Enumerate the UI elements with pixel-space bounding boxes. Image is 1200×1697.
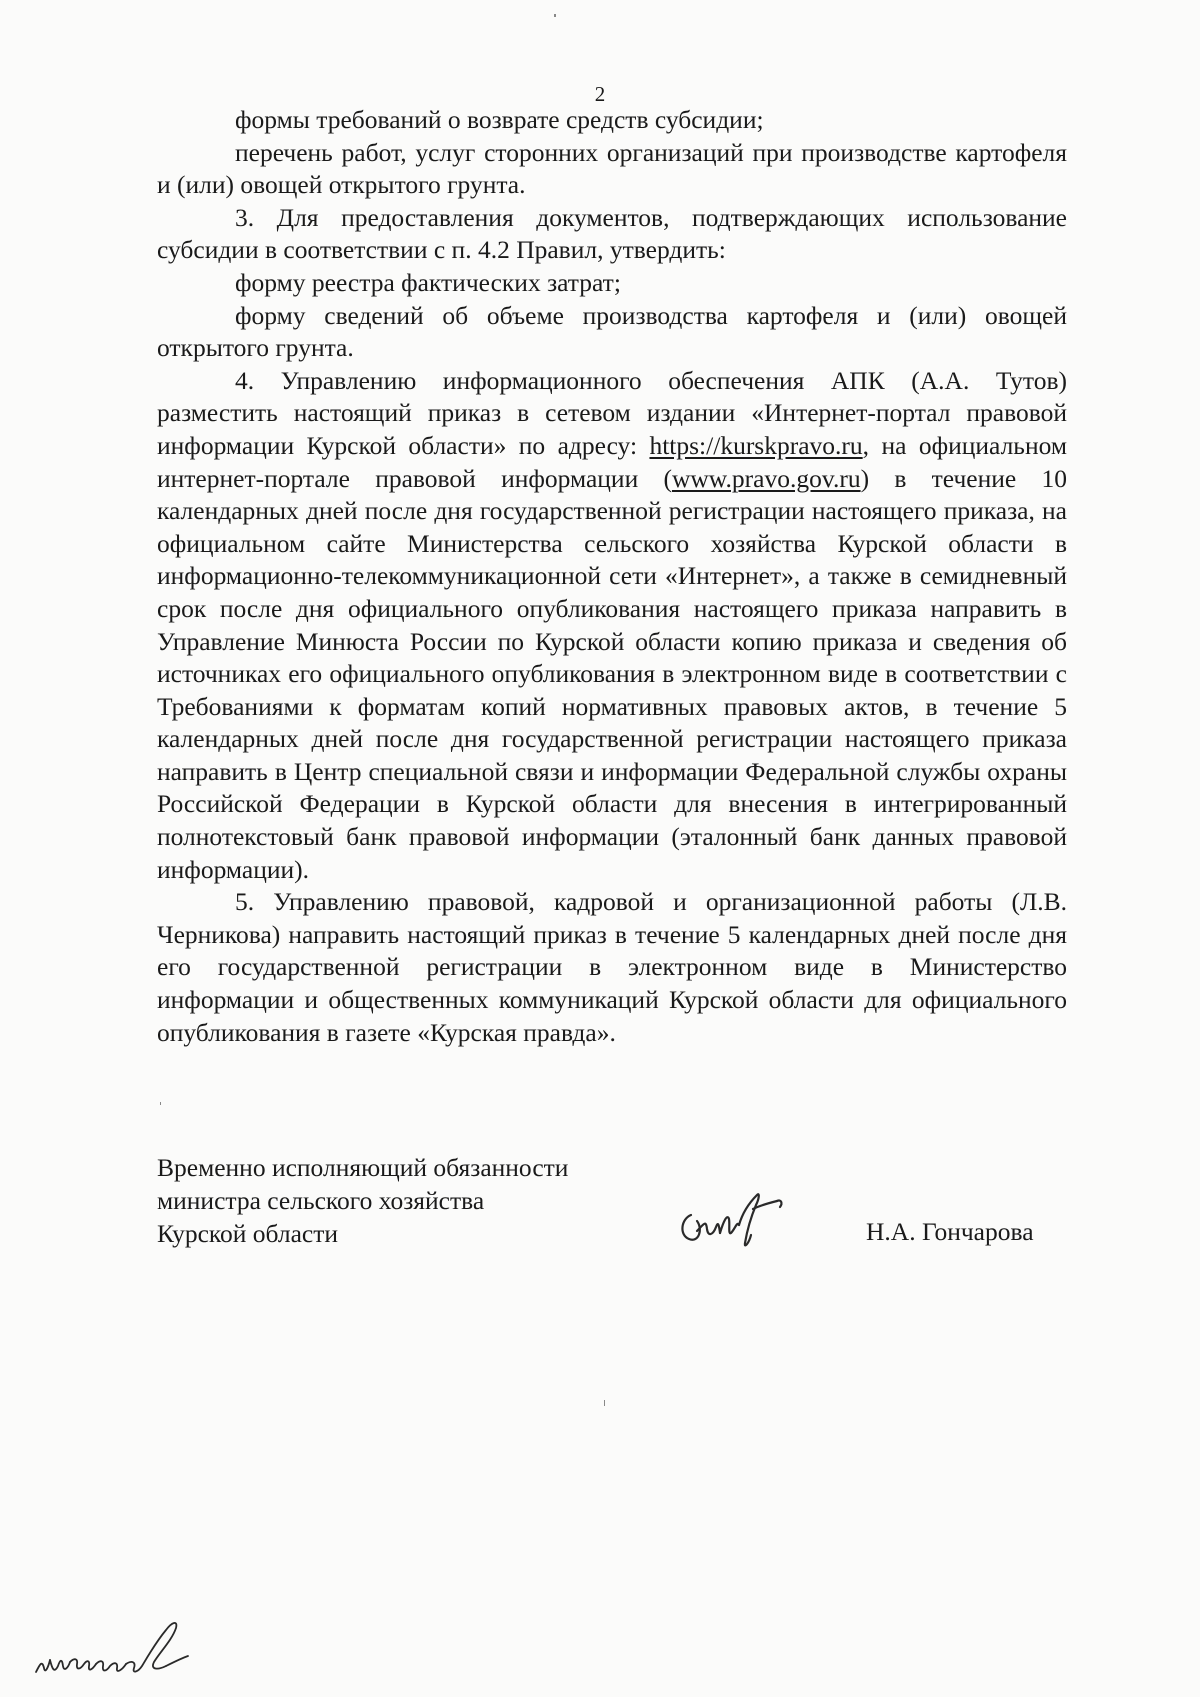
position-line-2: министра сельского хозяйства — [157, 1186, 485, 1215]
paragraph-production-volume: форму сведений об объеме производства картофеля и (или) овощей открытого грунта. — [157, 300, 1067, 363]
scan-speck — [604, 1400, 605, 1406]
scan-speck — [160, 1102, 161, 1105]
paragraph-item-5: 5. Управлению правовой, кадровой и организационной работы (Л.В. Черникова) направить настоящий приказ в течение 5 календарных дней после дня его государственной регистрации в электронном виде в Министерство информации и общественных коммуникаций Курской области для официального опубликования в газете «Курская правда». — [157, 887, 1067, 1047]
item-4-text-start: 4. Управлению информационного обеспечения АПК (А.А. Тутов) разместить настоящий приказ в сетевом издании «Интернет-портал правовой информации Курской области» по адресу: — [157, 365, 1067, 460]
paragraph-cost-register: форму реестра фактических затрат; — [235, 267, 621, 297]
pravo-gov-link[interactable]: www.pravo.gov.ru — [671, 463, 861, 493]
position-line-3: Курской области — [157, 1219, 339, 1248]
page-number: 2 — [594, 82, 606, 106]
scan-speck — [554, 14, 556, 17]
paragraph-item-3: 3. Для предоставления документов, подтверждающих использование субсидии в соответствии с п. 4.2 Правил, утвердить: — [157, 202, 1067, 265]
item-4-text-end: ) в течение 10 календарных дней после дня государственной регистрации настоящего приказа, на официальном сайте Министерства сельского хозяйства Курской области в информационно-телекоммуникационной сети «Интернет», а также в семидневный срок после дня официального опубликования настоящего приказа направить в Управление Минюста России по Курской области копию приказа и сведения об источниках его официального опубликования в электронном виде в соответствии с Требованиями к форматам копий нормативных правовых актов, в течение 5 календарных дней после дня государственной регистрации настоящего приказа направить в Центр специальной связи и информации Федеральной службы охраны Российской Федерации в Курской области для внесения в интегрированный полнотекстовый банк правовой информации (эталонный банк данных правовой информации). — [157, 463, 1067, 884]
position-line-1: Временно исполняющий обязанности — [157, 1153, 569, 1182]
item-4-text-middle: , на официальном интернет-портале правовой информации ( — [157, 430, 1067, 493]
paragraph-services-list: перечень работ, услуг сторонних организаций при производстве картофеля и (или) овощей открытого грунта. — [157, 137, 1067, 200]
signatory-position — [157, 1151, 568, 1250]
paragraph-item-4 — [157, 365, 1067, 887]
signer-name: Н.А. Гончарова — [866, 1217, 1034, 1246]
document-body — [157, 104, 1067, 1049]
handwritten-initials-icon — [32, 1612, 222, 1687]
kurskpravo-link[interactable]: https://kurskpravo.ru — [649, 430, 863, 460]
handwritten-signature-icon — [673, 1185, 803, 1260]
paragraph-return-forms: формы требований о возврате средств субсидии; — [235, 105, 764, 134]
